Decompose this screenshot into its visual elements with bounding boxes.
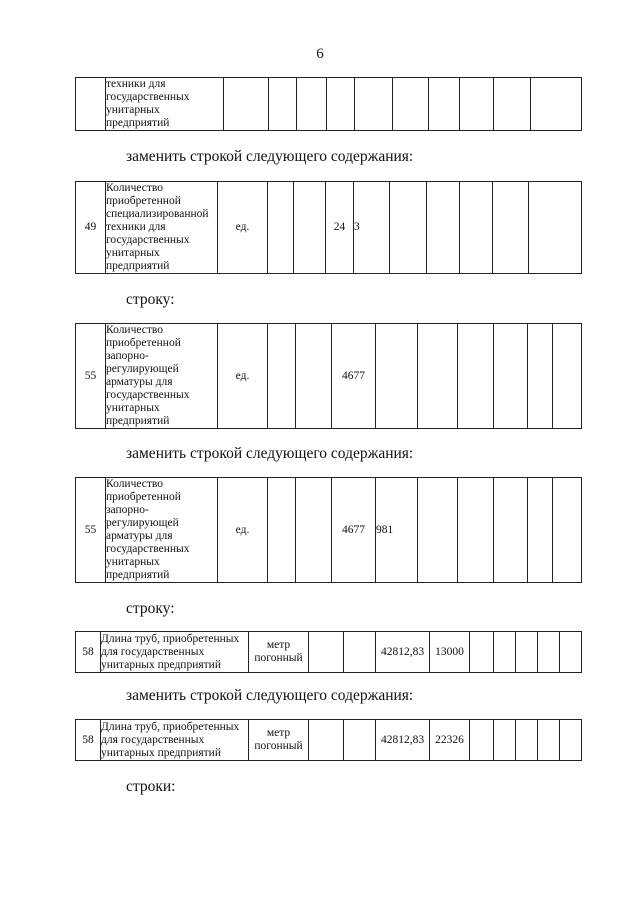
row-name	[101, 632, 249, 673]
table-row-55-old	[75, 323, 582, 429]
empty-cell	[538, 720, 560, 761]
empty-cell	[494, 478, 528, 583]
empty-cell	[553, 478, 582, 583]
row-name-line: для государственных	[101, 646, 205, 658]
table-row-continuation	[75, 77, 582, 131]
row-number: 55	[76, 324, 106, 429]
row-name-line: Количество	[106, 324, 163, 336]
empty-cell	[296, 324, 332, 429]
row-name	[106, 182, 218, 274]
empty-cell	[427, 182, 460, 274]
row-name-line: приобретенной	[106, 337, 181, 349]
row-name-line: предприятий	[106, 569, 170, 581]
row-name-line: запорно-	[106, 504, 149, 516]
value-cell: 981	[376, 478, 418, 583]
row-name-line: государственных	[106, 543, 190, 555]
unit-cell	[249, 720, 309, 761]
unit-cell	[224, 78, 269, 131]
empty-cell	[560, 720, 582, 761]
row-name-line: унитарных	[106, 247, 160, 259]
row-name-line: техники для	[106, 78, 166, 90]
row-name-line: унитарных	[106, 402, 160, 414]
row-name-line: арматуры для	[106, 530, 173, 542]
empty-cell	[390, 182, 427, 274]
value-cell: 22326	[430, 720, 470, 761]
empty-cell	[429, 78, 460, 131]
unit-cell: ед.	[218, 182, 268, 274]
empty-cell	[494, 324, 528, 429]
empty-cell	[493, 182, 529, 274]
caption-replace: заменить строкой следующего содержания:	[126, 148, 414, 165]
row-name	[106, 478, 218, 583]
unit-cell	[249, 632, 309, 673]
value-cell: 24	[326, 182, 354, 274]
value-cell: 42812,83	[376, 720, 430, 761]
caption-rows: строки:	[126, 778, 176, 795]
empty-cell	[458, 478, 494, 583]
empty-cell	[516, 632, 538, 673]
empty-cell	[528, 324, 553, 429]
empty-cell	[460, 182, 493, 274]
value-cell: 4677	[332, 324, 376, 429]
value-cell: 4677	[332, 478, 376, 583]
empty-cell	[418, 478, 458, 583]
row-name-line: Длина труб, приобретенных	[101, 633, 240, 645]
row-name-line: приобретенной	[106, 195, 181, 207]
unit-line: метр	[266, 727, 291, 739]
unit-line: погонный	[254, 740, 303, 752]
empty-cell	[528, 478, 553, 583]
row-name-line: унитарных	[106, 556, 160, 568]
empty-cell	[268, 182, 294, 274]
unit-line: погонный	[254, 652, 303, 664]
unit-cell: ед.	[218, 324, 268, 429]
table-row-58-new	[75, 719, 582, 761]
row-number: 55	[76, 478, 106, 583]
table-row-58-old	[75, 631, 582, 673]
row-name-line: государственных	[106, 91, 190, 103]
row-name	[106, 78, 224, 131]
empty-cell	[344, 632, 376, 673]
empty-cell	[460, 78, 494, 131]
row-number: 58	[76, 720, 101, 761]
value-cell: 13000	[430, 632, 470, 673]
row-name	[101, 720, 249, 761]
row-name-line: предприятий	[106, 117, 170, 129]
empty-cell	[494, 632, 516, 673]
empty-cell	[309, 632, 344, 673]
row-name-line: предприятий	[106, 415, 170, 427]
row-name-line: регулирующей	[106, 363, 179, 375]
empty-cell	[355, 78, 393, 131]
row-name-line: приобретенной	[106, 491, 181, 503]
empty-cell	[470, 720, 494, 761]
empty-cell	[529, 182, 582, 274]
row-number	[76, 78, 106, 131]
row-name-line: государственных	[106, 234, 190, 246]
empty-cell	[268, 324, 296, 429]
empty-cell	[268, 478, 296, 583]
empty-cell	[494, 78, 531, 131]
row-name-line: унитарных предприятий	[101, 659, 221, 671]
row-name-line: Длина труб, приобретенных	[101, 721, 240, 733]
row-name-line: запорно-	[106, 350, 149, 362]
empty-cell	[560, 632, 582, 673]
empty-cell	[327, 78, 355, 131]
row-number: 58	[76, 632, 101, 673]
row-name-line: Количество	[106, 478, 163, 490]
empty-cell	[296, 478, 332, 583]
row-name-line: специализированной	[106, 208, 209, 220]
empty-cell	[538, 632, 560, 673]
empty-cell	[553, 324, 582, 429]
unit-line: метр	[266, 639, 291, 651]
table-row-49	[75, 181, 582, 274]
row-name-line: унитарных	[106, 104, 160, 116]
caption-row: строку:	[126, 291, 175, 308]
empty-cell	[531, 78, 582, 131]
empty-cell	[297, 78, 327, 131]
row-name	[106, 324, 218, 429]
empty-cell	[294, 182, 326, 274]
caption-replace: заменить строкой следующего содержания:	[126, 687, 414, 704]
empty-cell	[418, 324, 458, 429]
empty-cell	[458, 324, 494, 429]
row-name-line: регулирующей	[106, 517, 179, 529]
row-number: 49	[76, 182, 106, 274]
caption-replace: заменить строкой следующего содержания:	[126, 445, 414, 462]
empty-cell	[393, 78, 429, 131]
row-name-line: арматуры для	[106, 376, 173, 388]
row-name-line: Количество	[106, 182, 163, 194]
empty-cell	[494, 720, 516, 761]
empty-cell	[309, 720, 344, 761]
row-name-line: для государственных	[101, 734, 205, 746]
caption-row: строку:	[126, 600, 175, 617]
value-cell: 42812,83	[376, 632, 430, 673]
empty-cell	[269, 78, 297, 131]
empty-cell	[516, 720, 538, 761]
empty-cell	[376, 324, 418, 429]
value-cell: 3	[354, 182, 390, 274]
page-number: 6	[316, 46, 324, 62]
empty-cell	[344, 720, 376, 761]
empty-cell	[470, 632, 494, 673]
row-name-line: государственных	[106, 389, 190, 401]
row-name-line: унитарных предприятий	[101, 747, 221, 759]
row-name-line: техники для	[106, 221, 166, 233]
row-name-line: предприятий	[106, 260, 170, 272]
unit-cell: ед.	[218, 478, 268, 583]
table-row-55-new	[75, 477, 582, 583]
